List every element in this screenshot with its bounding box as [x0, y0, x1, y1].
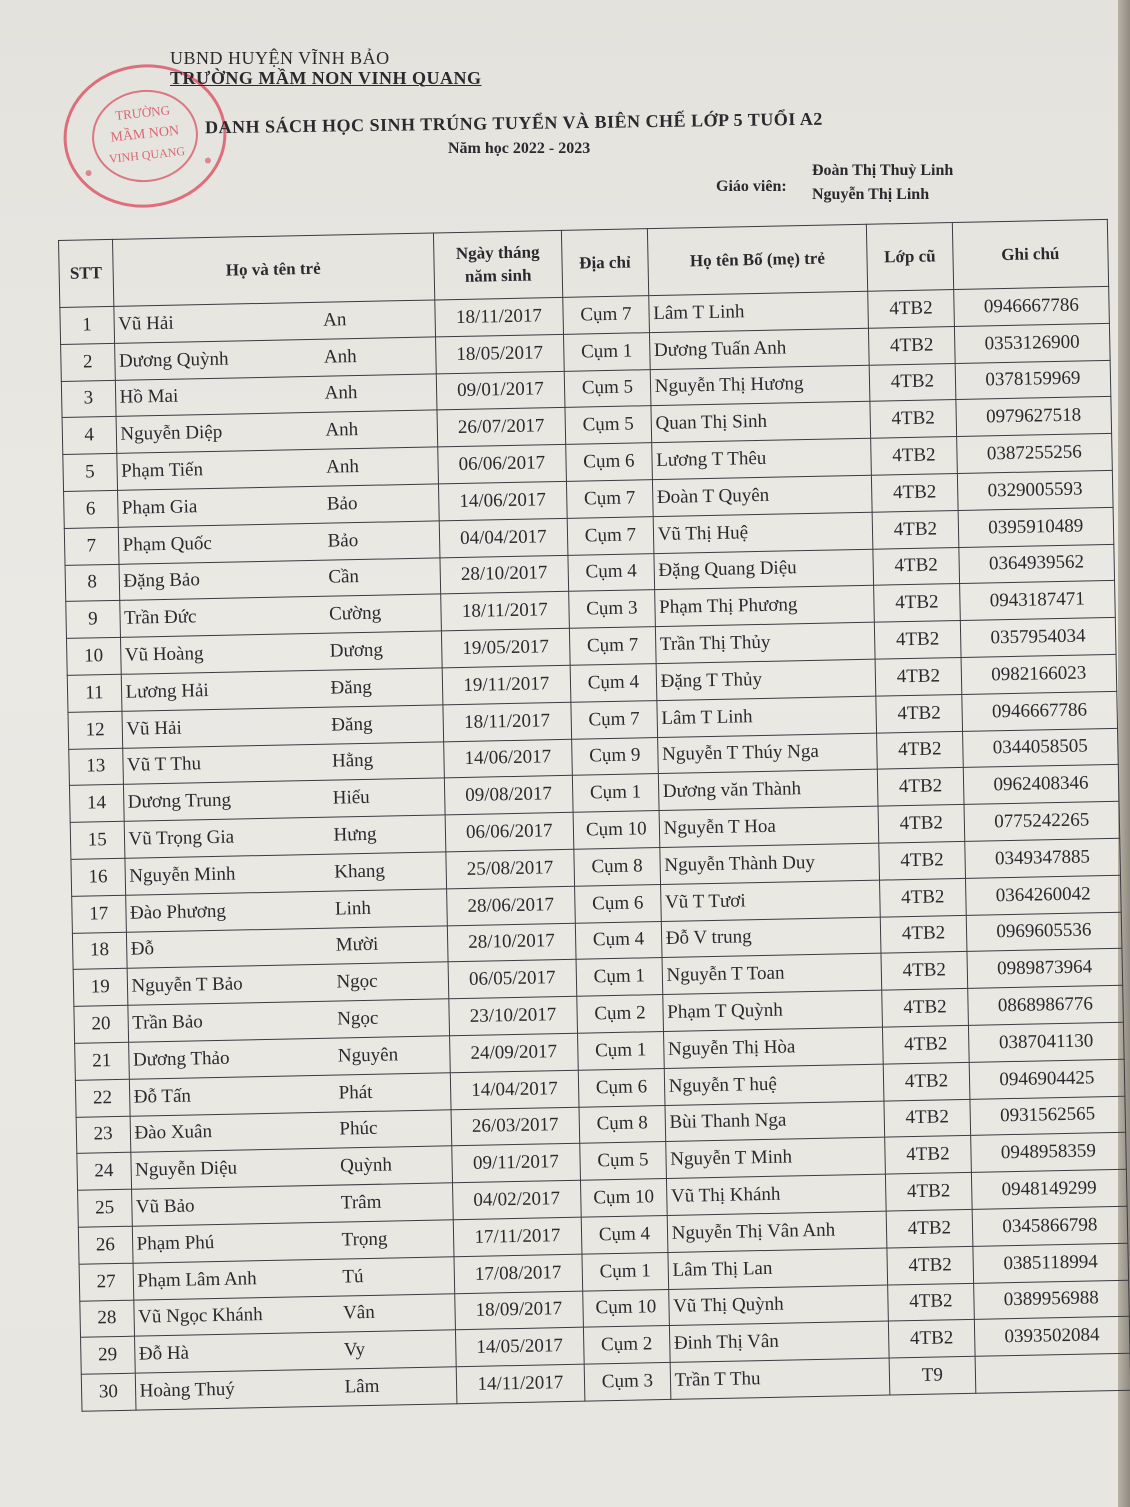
cell-given-name: Hưng: [333, 823, 377, 846]
cell-old-class: 4TB2: [878, 805, 964, 844]
cell-first-name: Đào Xuân: [134, 1121, 213, 1145]
cell-address: Cụm 6: [566, 443, 652, 482]
cell-given-name: Trọng: [341, 1228, 388, 1251]
cell-address: Cụm 4: [575, 921, 661, 960]
cell-given-name: Nguyên: [337, 1044, 399, 1067]
cell-parent: Lương T Thêu: [651, 438, 871, 479]
cell-given-name: Đăng: [330, 676, 372, 699]
cell-dob: 28/10/2017: [447, 923, 576, 962]
cell-old-class: 4TB2: [884, 1099, 970, 1138]
cell-stt: 22: [75, 1079, 129, 1117]
cell-dob: 18/05/2017: [435, 334, 564, 373]
cell-first-name: Nguyễn Diệu: [134, 1157, 238, 1181]
cell-dob: 24/09/2017: [449, 1033, 578, 1072]
cell-parent: Nguyễn Thị Hương: [650, 365, 870, 406]
cell-note: 0364939562: [959, 544, 1115, 584]
cell-first-name: Dương Quỳnh: [118, 348, 229, 372]
cell-given-name: Bảo: [327, 529, 359, 552]
cell-note: 0948149299: [971, 1169, 1127, 1209]
cell-stt: 4: [62, 417, 116, 455]
org-line-1: UBND HUYỆN VĨNH BẢO: [170, 48, 390, 68]
cell-address: Cụm 2: [577, 995, 663, 1034]
cell-name: [114, 337, 436, 380]
cell-parent: Đặng Quang Diệu: [654, 549, 874, 590]
cell-note: 0385118994: [973, 1243, 1129, 1283]
cell-address: Cụm 1: [564, 332, 650, 371]
cell-dob: 09/08/2017: [444, 776, 573, 815]
cell-given-name: Anh: [324, 382, 358, 405]
cell-stt: 23: [76, 1116, 130, 1154]
cell-address: Cụm 7: [563, 296, 649, 335]
cell-address: Cụm 7: [567, 480, 653, 519]
cell-parent: Vũ Thị Huệ: [653, 512, 873, 553]
cell-address: Cụm 9: [572, 737, 658, 776]
cell-address: Cụm 10: [581, 1179, 667, 1218]
cell-old-class: 4TB2: [880, 915, 966, 954]
cell-dob: 06/05/2017: [448, 960, 577, 999]
col-header-dob: Ngày tháng năm sinh: [433, 230, 563, 300]
cell-dob: 04/04/2017: [439, 518, 568, 557]
cell-old-class: 4TB2: [877, 768, 963, 807]
cell-old-class: 4TB2: [882, 989, 968, 1028]
cell-first-name: Nguyễn Diệp: [120, 422, 223, 446]
cell-dob: 25/08/2017: [445, 849, 574, 888]
cell-parent: Vũ Thị Quỳnh: [668, 1285, 888, 1326]
cell-parent: Đoàn T Quyên: [652, 475, 872, 516]
cell-address: Cụm 6: [578, 1068, 664, 1107]
col-header-address: Địa chỉ: [561, 229, 648, 298]
cell-stt: 27: [79, 1263, 133, 1301]
cell-first-name: Vũ Bảo: [135, 1195, 195, 1218]
cell-first-name: Dương Thảo: [132, 1047, 230, 1071]
cell-first-name: Hoàng Thuý: [139, 1378, 235, 1402]
cell-note: 0979627518: [956, 397, 1112, 437]
cell-name: [130, 1109, 452, 1152]
cell-dob: 28/06/2017: [446, 886, 575, 925]
cell-given-name: Đăng: [331, 713, 373, 736]
cell-address: Cụm 7: [569, 627, 655, 666]
cell-dob: 14/06/2017: [443, 739, 572, 778]
cell-note: 0982166023: [961, 654, 1117, 694]
cell-old-class: 4TB2: [869, 363, 955, 402]
cell-stt: 26: [78, 1226, 132, 1264]
cell-dob: 09/11/2017: [451, 1144, 580, 1183]
cell-stt: 10: [67, 638, 121, 676]
cell-address: Cụm 7: [567, 516, 653, 555]
cell-name: [134, 1330, 456, 1373]
cell-stt: 9: [66, 601, 120, 639]
cell-first-name: Đào Phương: [129, 900, 227, 924]
cell-old-class: 4TB2: [873, 547, 959, 586]
cell-name: [119, 557, 441, 600]
cell-note: 0775242265: [964, 801, 1120, 841]
cell-first-name: Vũ Hải: [118, 312, 174, 335]
cell-parent: Vũ Thị Khánh: [666, 1174, 886, 1215]
cell-parent: Đặng T Thủy: [656, 659, 876, 700]
table-body: [60, 286, 1130, 1411]
cell-address: Cụm 2: [583, 1326, 669, 1365]
cell-address: Cụm 6: [575, 884, 661, 923]
cell-note: 0349347885: [964, 838, 1120, 878]
cell-stt: 21: [75, 1042, 129, 1080]
cell-stt: 30: [81, 1373, 135, 1411]
cell-first-name: Phạm Quốc: [122, 532, 213, 556]
seal-line-3: VINH QUANG: [108, 143, 186, 166]
cell-old-class: 4TB2: [875, 657, 961, 696]
cell-first-name: Dương Trung: [127, 789, 232, 813]
cell-parent: Nguyễn T Toan: [662, 953, 882, 994]
cell-stt: 16: [71, 858, 125, 896]
cell-first-name: Nguyễn Minh: [129, 863, 236, 887]
cell-note: [975, 1353, 1130, 1393]
cell-name: [120, 631, 442, 674]
cell-old-class: T9: [889, 1356, 975, 1395]
cell-first-name: Nguyễn T Bảo: [131, 973, 243, 997]
cell-note: 0357954034: [960, 618, 1116, 658]
cell-address: Cụm 1: [578, 1031, 664, 1070]
cell-first-name: Vũ Hoàng: [124, 643, 204, 666]
cell-old-class: 4TB2: [872, 510, 958, 549]
cell-parent: Nguyễn T Thúy Nga: [657, 733, 877, 774]
cell-stt: 7: [64, 527, 118, 565]
student-table: [58, 219, 1130, 1412]
cell-name: [133, 1256, 455, 1299]
cell-dob: 14/11/2017: [456, 1364, 585, 1403]
cell-given-name: Bảo: [326, 492, 358, 515]
cell-old-class: 4TB2: [871, 473, 957, 512]
cell-dob: 23/10/2017: [448, 996, 577, 1035]
cell-name: [135, 1367, 457, 1410]
cell-given-name: Phát: [338, 1081, 373, 1104]
cell-note: 0353126900: [954, 323, 1110, 363]
cell-given-name: Vân: [342, 1302, 375, 1324]
cell-parent: Bùi Thanh Nga: [665, 1101, 885, 1142]
cell-parent: Đỗ V trung: [661, 917, 881, 958]
cell-address: Cụm 4: [568, 553, 654, 592]
cell-old-class: 4TB2: [868, 290, 954, 329]
cell-first-name: Đỗ Hà: [138, 1342, 190, 1365]
cell-first-name: Phạm Lâm Anh: [137, 1267, 257, 1292]
cell-note: 0344058505: [962, 728, 1118, 768]
cell-address: Cụm 5: [580, 1142, 666, 1181]
cell-dob: 17/11/2017: [453, 1217, 582, 1256]
cell-stt: 6: [64, 490, 118, 528]
cell-first-name: Đỗ Tấn: [133, 1085, 192, 1108]
cell-old-class: 4TB2: [888, 1320, 974, 1359]
cell-given-name: Cần: [328, 566, 360, 589]
cell-dob: 09/01/2017: [436, 371, 565, 410]
cell-parent: Nguyễn T Minh: [665, 1137, 885, 1178]
cell-stt: 13: [69, 748, 123, 786]
cell-note: 0962408346: [963, 765, 1119, 805]
cell-given-name: Vy: [343, 1339, 366, 1361]
cell-note: 0364260042: [965, 875, 1121, 915]
cell-parent: Vũ T Tươi: [660, 880, 880, 921]
cell-note: 0329005593: [957, 470, 1113, 510]
cell-given-name: Ngọc: [336, 970, 378, 993]
cell-note: 0868986776: [967, 985, 1123, 1025]
cell-dob: 19/05/2017: [441, 628, 570, 667]
cell-parent: Nguyễn Thị Hòa: [663, 1027, 883, 1068]
cell-stt: 19: [73, 969, 127, 1007]
cell-given-name: Quỳnh: [339, 1154, 393, 1177]
cell-parent: Nguyễn T Hoa: [659, 806, 879, 847]
cell-address: Cụm 8: [579, 1105, 665, 1144]
col-header-stt: STT: [59, 239, 114, 307]
cell-stt: 29: [81, 1337, 135, 1375]
cell-given-name: Tú: [342, 1265, 364, 1288]
school-year: Năm học 2022 - 2023: [448, 140, 591, 157]
cell-old-class: 4TB2: [886, 1172, 972, 1211]
cell-note: 0969605536: [966, 912, 1122, 952]
cell-address: Cụm 10: [583, 1289, 669, 1328]
cell-address: Cụm 3: [569, 590, 655, 629]
cell-first-name: Trần Đức: [123, 606, 197, 630]
cell-dob: 28/10/2017: [440, 555, 569, 594]
col-header-old-class: Lớp cũ: [866, 223, 953, 292]
cell-first-name: Đỗ: [130, 938, 155, 961]
cell-old-class: 4TB2: [871, 437, 957, 476]
cell-name: [116, 410, 438, 453]
cell-given-name: Mười: [335, 934, 379, 957]
cell-note: 0931562565: [970, 1096, 1126, 1136]
cell-address: Cụm 1: [582, 1252, 668, 1291]
cell-old-class: 4TB2: [886, 1209, 972, 1248]
cell-stt: 11: [67, 674, 121, 712]
org-line-2: TRƯỜNG MẦM NON VINH QUANG: [170, 68, 482, 88]
col-header-name: Họ và tên trẻ: [112, 233, 434, 306]
cell-parent: Phạm Thị Phương: [654, 586, 874, 627]
cell-stt: 15: [70, 821, 124, 859]
cell-parent: Nguyễn Thành Duy: [660, 843, 880, 884]
seal-line-2: MẦM NON: [109, 123, 180, 146]
cell-old-class: 4TB2: [888, 1283, 974, 1322]
cell-stt: 2: [61, 343, 115, 381]
cell-note: 0387041130: [968, 1022, 1124, 1062]
cell-old-class: 4TB2: [874, 584, 960, 623]
cell-stt: 20: [74, 1005, 128, 1043]
cell-stt: 14: [69, 785, 123, 823]
cell-address: Cụm 10: [573, 811, 659, 850]
cell-parent: Quan Thị Sinh: [651, 402, 871, 443]
cell-stt: 18: [72, 932, 126, 970]
cell-stt: 1: [60, 306, 114, 344]
cell-dob: 04/02/2017: [452, 1180, 581, 1219]
cell-given-name: Phúc: [339, 1118, 378, 1140]
cell-stt: 28: [80, 1300, 134, 1338]
col-header-parent: Họ tên Bố (mẹ) trẻ: [647, 224, 868, 295]
cell-name: [128, 1036, 450, 1079]
cell-dob: 19/11/2017: [442, 665, 571, 704]
cell-first-name: Đặng Bảo: [123, 569, 201, 593]
cell-dob: 26/07/2017: [437, 408, 566, 447]
cell-address: Cụm 5: [564, 369, 650, 408]
cell-address: Cụm 1: [572, 774, 658, 813]
cell-given-name: Lâm: [344, 1375, 380, 1398]
cell-parent: Đinh Thị Vân: [669, 1321, 889, 1362]
cell-note: 0946667786: [953, 286, 1109, 326]
cell-given-name: An: [322, 309, 347, 331]
cell-note: 0393502084: [974, 1317, 1130, 1357]
cell-given-name: Cường: [328, 602, 382, 625]
cell-given-name: Dương: [329, 639, 384, 662]
cell-given-name: Hiếu: [332, 787, 370, 809]
cell-first-name: Phạm Gia: [121, 496, 198, 519]
cell-first-name: Vũ Hải: [126, 717, 182, 740]
cell-parent: Lâm T Linh: [648, 291, 868, 332]
cell-given-name: Khang: [334, 860, 386, 883]
cell-stt: 8: [65, 564, 119, 602]
cell-first-name: Lương Hải: [125, 679, 209, 703]
cell-first-name: Vũ Trọng Gia: [128, 826, 235, 850]
cell-dob: 18/11/2017: [434, 297, 563, 336]
cell-old-class: 4TB2: [881, 952, 967, 991]
cell-old-class: 4TB2: [883, 1025, 969, 1064]
cell-given-name: Anh: [323, 345, 357, 368]
cell-stt: 5: [63, 454, 117, 492]
cell-dob: 14/04/2017: [450, 1070, 579, 1109]
cell-note: 0395910489: [958, 507, 1114, 547]
cell-dob: 18/09/2017: [454, 1291, 583, 1330]
cell-old-class: 4TB2: [883, 1062, 969, 1101]
cell-old-class: 4TB2: [876, 694, 962, 733]
cell-note: 0943187471: [959, 581, 1115, 621]
cell-parent: Dương văn Thành: [658, 770, 878, 811]
cell-parent: Dương Tuấn Anh: [649, 328, 869, 369]
cell-old-class: 4TB2: [880, 878, 966, 917]
cell-parent: Nguyễn T huệ: [664, 1064, 884, 1105]
cell-name: [131, 1183, 453, 1226]
cell-dob: 06/06/2017: [445, 812, 574, 851]
cell-dob: 14/05/2017: [455, 1327, 584, 1366]
cell-name: [127, 962, 449, 1005]
cell-note: 0989873964: [967, 949, 1123, 989]
cell-name: [117, 484, 439, 527]
cell-parent: Trần Thị Thủy: [655, 622, 875, 663]
cell-first-name: Trần Bảo: [132, 1011, 204, 1034]
teacher-name-2: Nguyễn Thị Linh: [812, 186, 930, 203]
teacher-name-1: Đoàn Thị Thuỳ Linh: [812, 162, 954, 179]
cell-stt: 24: [77, 1153, 131, 1191]
cell-first-name: Vũ Ngọc Khánh: [137, 1304, 263, 1329]
cell-parent: Trần T Thu: [670, 1358, 890, 1399]
cell-stt: 25: [78, 1189, 132, 1227]
cell-address: Cụm 4: [581, 1215, 667, 1254]
cell-given-name: Linh: [334, 897, 372, 920]
cell-note: 0946667786: [962, 691, 1118, 731]
cell-first-name: Phạm Tiến: [120, 459, 204, 482]
cell-dob: 17/08/2017: [454, 1254, 583, 1293]
teacher-label: Giáo viên:: [716, 178, 787, 195]
cell-note: 0946904425: [969, 1059, 1125, 1099]
seal-line-1: TRƯỜNG: [114, 102, 171, 123]
cell-parent: Nguyễn Thị Vân Anh: [667, 1211, 887, 1252]
cell-parent: Phạm T Quỳnh: [662, 990, 882, 1031]
cell-dob: 26/03/2017: [451, 1107, 580, 1146]
cell-dob: 18/11/2017: [443, 702, 572, 741]
cell-old-class: 4TB2: [869, 326, 955, 365]
cell-old-class: 4TB2: [874, 621, 960, 660]
cell-dob: 14/06/2017: [438, 481, 567, 520]
cell-old-class: 4TB2: [887, 1246, 973, 1285]
cell-old-class: 4TB2: [877, 731, 963, 770]
cell-address: Cụm 5: [565, 406, 651, 445]
cell-given-name: Trâm: [340, 1191, 382, 1214]
cell-dob: 18/11/2017: [440, 592, 569, 631]
cell-given-name: Anh: [325, 419, 359, 441]
cell-given-name: Hằng: [331, 750, 374, 773]
cell-address: Cụm 3: [584, 1363, 670, 1402]
cell-note: 0389956988: [973, 1280, 1129, 1320]
cell-stt: 3: [61, 380, 115, 418]
cell-given-name: Anh: [325, 456, 360, 478]
cell-old-class: 4TB2: [885, 1136, 971, 1175]
cell-first-name: Phạm Phú: [136, 1231, 215, 1255]
cell-given-name: Ngọc: [336, 1007, 379, 1030]
cell-old-class: 4TB2: [870, 400, 956, 439]
cell-old-class: 4TB2: [879, 841, 965, 880]
cell-address: Cụm 8: [574, 848, 660, 887]
cell-note: 0345866798: [972, 1206, 1128, 1246]
col-header-note: Ghi chú: [952, 219, 1109, 289]
cell-note: 0387255256: [956, 434, 1112, 474]
cell-parent: Lâm Thị Lan: [668, 1248, 888, 1289]
page-title: DANH SÁCH HỌC SINH TRÚNG TUYỂN VÀ BIÊN CHẾ LỚP 5 TUỔI A2: [204, 108, 823, 138]
cell-dob: 06/06/2017: [437, 445, 566, 484]
cell-parent: Lâm T Linh: [657, 696, 877, 737]
cell-note: 0378159969: [955, 360, 1111, 400]
cell-stt: 17: [72, 895, 126, 933]
cell-first-name: Vũ T Thu: [126, 753, 202, 777]
cell-stt: 12: [68, 711, 122, 749]
cell-address: Cụm 1: [576, 958, 662, 997]
cell-address: Cụm 7: [571, 700, 657, 739]
cell-note: 0948958359: [970, 1133, 1126, 1173]
cell-address: Cụm 4: [570, 664, 656, 703]
cell-first-name: Hồ Mai: [119, 386, 179, 409]
